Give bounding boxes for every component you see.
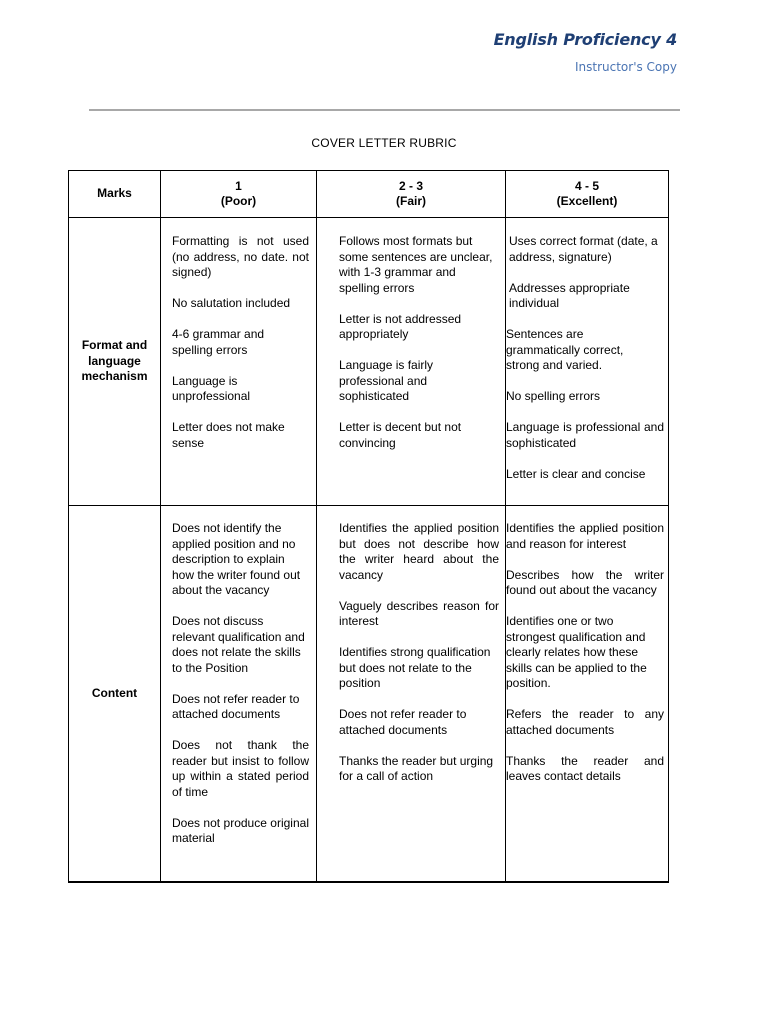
- criterion-text: Letter is decent but not convincing: [339, 420, 462, 450]
- criterion-text: Does not refer reader to attached documents: [339, 707, 467, 737]
- criterion-text: Does not refer reader to attached documents: [172, 691, 300, 721]
- course-title: English Proficiency 4: [493, 30, 677, 49]
- cell-content-excellent: [506, 506, 669, 882]
- document-title: COVER LETTER RUBRIC: [311, 136, 457, 150]
- criterion-text: Follows most formats but some sentences are unclear, with 1-3 grammar and spelling errors: [339, 234, 493, 295]
- criterion-text: 4-6 grammar and spelling errors: [172, 327, 265, 357]
- criterion-text: Does not identify the applied position and no description to explain how the writer found out about the vacancy: [172, 521, 301, 597]
- criterion-text: Does not produce original material: [172, 815, 309, 845]
- table-row-content: [69, 506, 669, 882]
- copy-label: Instructor's Copy: [574, 60, 677, 74]
- criterion-text: No salutation included: [172, 296, 291, 310]
- column-header-sublabel: (Fair): [396, 194, 426, 208]
- criterion-text: Identifies one or two strongest qualification and clearly relates how these skills can be applied to the position.: [506, 614, 647, 690]
- criterion-text: Vaguely describes reason for interest: [339, 598, 499, 628]
- criterion-text: Refers the reader to any attached documents: [506, 707, 664, 737]
- criterion-text: Identifies the applied position but does not describe how the writer heard about the vacancy: [339, 521, 499, 582]
- criterion-text: Uses correct format (date, a address, signature): [509, 234, 658, 264]
- column-header-label: 1: [235, 178, 242, 193]
- criterion-text: Thanks the reader and leaves contact details: [506, 753, 664, 783]
- criterion-text: Addresses appropriate individual: [509, 280, 630, 310]
- criterion-text: Letter is not addressed appropriately: [339, 311, 462, 341]
- criterion-text: Letter is clear and concise: [506, 466, 646, 481]
- criterion-text: Formatting is not used (no address, no date. not signed): [172, 234, 309, 279]
- criterion-text: Identifies the applied position and reason for interest: [506, 521, 664, 551]
- column-header-fair: [317, 171, 506, 218]
- column-header-marks: [69, 171, 161, 218]
- cell-format-poor: [161, 218, 317, 506]
- rubric-table: [68, 170, 669, 883]
- criterion-text: Letter does not make sense: [172, 420, 285, 450]
- criterion-text: Language is unprofessional: [172, 373, 251, 403]
- column-header-label: 2 - 3: [398, 178, 423, 193]
- criterion-text: Sentences are grammatically correct, strong and varied.: [506, 327, 624, 372]
- cell-content-fair: [317, 506, 506, 882]
- criterion-text: Describes how the writer found out about the vacancy: [506, 567, 664, 597]
- criterion-text: Does not discuss relevant qualification and does not relate the skills to the Position: [172, 614, 305, 675]
- cell-format-excellent: [506, 218, 669, 506]
- row-label-format: Format and language mechanism: [69, 218, 161, 506]
- criterion-text: Does not thank the reader but insist to follow up within a stated period of time: [172, 738, 309, 799]
- cell-format-fair: [317, 218, 506, 506]
- header-divider: [89, 109, 680, 111]
- criterion-text: Language is professional and sophisticated: [506, 420, 664, 450]
- table-row-format: [69, 218, 669, 506]
- criterion-text: No spelling errors: [506, 389, 601, 403]
- criterion-text: Thanks the reader but urging for a call of action: [339, 753, 494, 783]
- column-header-poor: [161, 171, 317, 218]
- column-header-sublabel: (Poor): [220, 194, 257, 208]
- criterion-text: Language is fairly professional and sophisticated: [339, 358, 434, 403]
- row-label-content: Content: [69, 506, 161, 882]
- column-header-label: Marks: [97, 186, 132, 201]
- page-header: [494, 30, 677, 74]
- column-header-excellent: [506, 171, 669, 218]
- column-header-sublabel: (Excellent): [556, 194, 618, 208]
- column-header-label: 4 - 5: [574, 178, 599, 193]
- criterion-text: Identifies strong qualification but does not relate to the position: [339, 645, 491, 690]
- cell-content-poor: [161, 506, 317, 882]
- table-header-row: [69, 171, 669, 218]
